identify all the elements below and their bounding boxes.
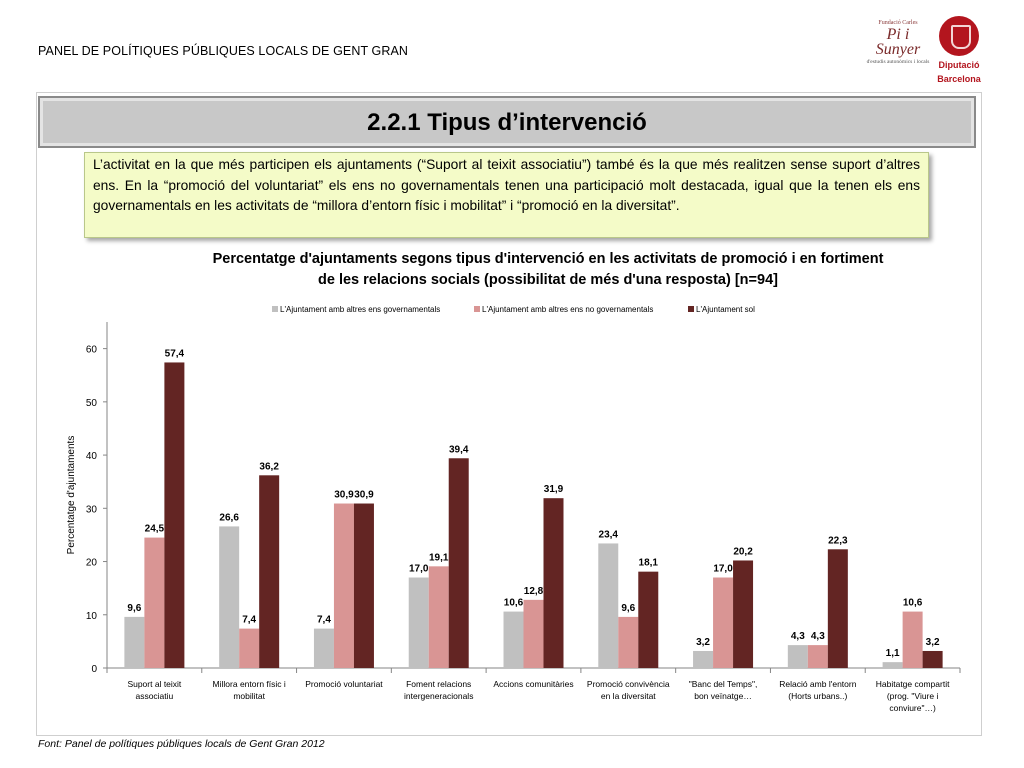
bar xyxy=(733,560,753,668)
x-tick-label: bon veïnatge… xyxy=(694,691,752,701)
x-tick-label: intergeneracionals xyxy=(403,691,474,701)
y-tick-label: 30 xyxy=(85,504,97,516)
data-label: 20,2 xyxy=(733,546,753,558)
bar xyxy=(808,645,828,668)
data-label: 39,4 xyxy=(448,444,469,456)
data-label: 9,6 xyxy=(127,602,142,614)
x-tick-label: Promoció convivència xyxy=(586,679,670,689)
bar xyxy=(524,600,544,668)
data-label: 17,0 xyxy=(408,563,429,575)
note-box: L’activitat en la que més participen els ajuntaments (“Suport al teixit associatiu”) també és la que més realitzen sense suport d’altres ens. En la “promoció del voluntariat” els ens no governamentals tenen una participació molt destacada, igual que la tenen els ens governamentals en les activitats de “millora d’entorn físic i mobilitat” i “promoció en la diversitat”. xyxy=(84,152,929,238)
data-label: 30,9 xyxy=(354,489,374,501)
y-tick-label: 10 xyxy=(85,610,97,622)
bar xyxy=(638,572,658,668)
data-label: 3,2 xyxy=(696,636,711,648)
x-tick-label: en la diversitat xyxy=(600,691,656,701)
legend-label: L'Ajuntament amb altres ens governamentals xyxy=(280,305,441,314)
y-tick-label: 40 xyxy=(85,451,97,463)
x-tick-label: "Banc del Temps", xyxy=(688,679,758,689)
source-note: Font: Panel de polítiques públiques locals de Gent Gran 2012 xyxy=(38,738,325,750)
data-label: 30,9 xyxy=(334,489,354,501)
data-label: 36,2 xyxy=(259,461,279,473)
data-label: 26,6 xyxy=(219,512,239,524)
data-label: 18,1 xyxy=(638,557,659,569)
x-tick-label: Habitatge compartit xyxy=(875,679,950,689)
header-title: PANEL DE POLÍTIQUES PÚBLIQUES LOCALS DE GENT GRAN xyxy=(38,44,409,58)
bar xyxy=(314,629,334,668)
x-tick-label: Foment relacions xyxy=(406,679,472,689)
data-label: 22,3 xyxy=(828,535,848,547)
x-tick-label: conviure"…) xyxy=(889,703,936,713)
logo-line: Fundació Carles xyxy=(878,20,918,26)
x-tick-label: Suport al teixit xyxy=(127,679,182,689)
bar xyxy=(409,578,429,668)
chart-title-line-2: de les relacions socials (possibilitat de més d'una resposta) [n=94] xyxy=(318,272,778,288)
data-label: 23,4 xyxy=(598,529,619,541)
data-label: 1,1 xyxy=(885,648,900,660)
bar xyxy=(693,651,713,668)
bar xyxy=(883,662,903,668)
bar xyxy=(828,549,848,668)
bar xyxy=(164,362,184,668)
x-tick-label: Accions comunitàries xyxy=(493,679,574,689)
bar xyxy=(334,504,354,668)
bar xyxy=(429,566,449,668)
bar xyxy=(544,498,564,668)
data-label: 31,9 xyxy=(543,484,564,496)
x-tick-label: associatiu xyxy=(135,691,174,701)
data-label: 4,3 xyxy=(810,631,825,643)
slide-title: 2.2.1 Tipus d’intervenció xyxy=(367,109,647,136)
data-label: 12,8 xyxy=(523,585,544,597)
data-label: 3,2 xyxy=(925,636,940,648)
bar xyxy=(124,617,144,668)
bar xyxy=(219,526,239,668)
bar xyxy=(788,645,808,668)
logo-line: Diputació xyxy=(938,60,980,70)
logo-line: Pi i Sunyer xyxy=(875,26,921,58)
data-label: 10,6 xyxy=(902,597,923,609)
bar xyxy=(598,543,618,668)
data-label: 10,6 xyxy=(503,597,524,609)
x-tick-label: mobilitat xyxy=(233,691,265,701)
legend-swatch xyxy=(474,306,480,312)
bar xyxy=(713,578,733,668)
legend-label: L'Ajuntament sol xyxy=(696,305,755,314)
data-label: 24,5 xyxy=(144,523,165,535)
data-label: 7,4 xyxy=(316,614,331,626)
logo-line: d'estudis autonòmics i locals xyxy=(866,59,930,65)
y-axis-title: Percentatge d'ajuntaments xyxy=(66,435,77,555)
bar xyxy=(903,612,923,668)
y-tick-label: 50 xyxy=(85,397,97,409)
x-tick-label: Promoció voluntariat xyxy=(305,679,383,689)
bar xyxy=(144,538,164,668)
x-tick-label: (Horts urbans..) xyxy=(788,691,848,701)
y-tick-label: 0 xyxy=(91,664,97,675)
x-tick-label: Relació amb l'entorn xyxy=(779,679,857,689)
data-label: 19,1 xyxy=(428,552,449,564)
x-tick-label: (prog. "Viure i xyxy=(886,691,939,701)
bar xyxy=(239,629,259,668)
y-tick-label: 20 xyxy=(85,557,97,569)
chart-title-line-1: Percentatge d'ajuntaments segons tipus d'intervenció en les activitats de promoció i en fortiment xyxy=(212,251,884,267)
data-label: 57,4 xyxy=(164,348,185,360)
bar xyxy=(354,504,374,668)
bar xyxy=(504,612,524,668)
bar xyxy=(259,475,279,668)
legend-swatch xyxy=(272,306,278,312)
data-label: 17,0 xyxy=(713,563,733,575)
logo-line: Barcelona xyxy=(937,74,981,84)
bar xyxy=(618,617,638,668)
data-label: 9,6 xyxy=(621,602,636,614)
data-label: 7,4 xyxy=(242,614,257,626)
data-label: 4,3 xyxy=(790,631,805,643)
legend-label: L'Ajuntament amb altres ens no governamentals xyxy=(482,305,654,314)
y-tick-label: 60 xyxy=(85,344,97,356)
bar xyxy=(923,651,943,668)
bar xyxy=(449,458,469,668)
legend-swatch xyxy=(688,306,694,312)
x-tick-label: Millora entorn físic i xyxy=(212,679,286,689)
